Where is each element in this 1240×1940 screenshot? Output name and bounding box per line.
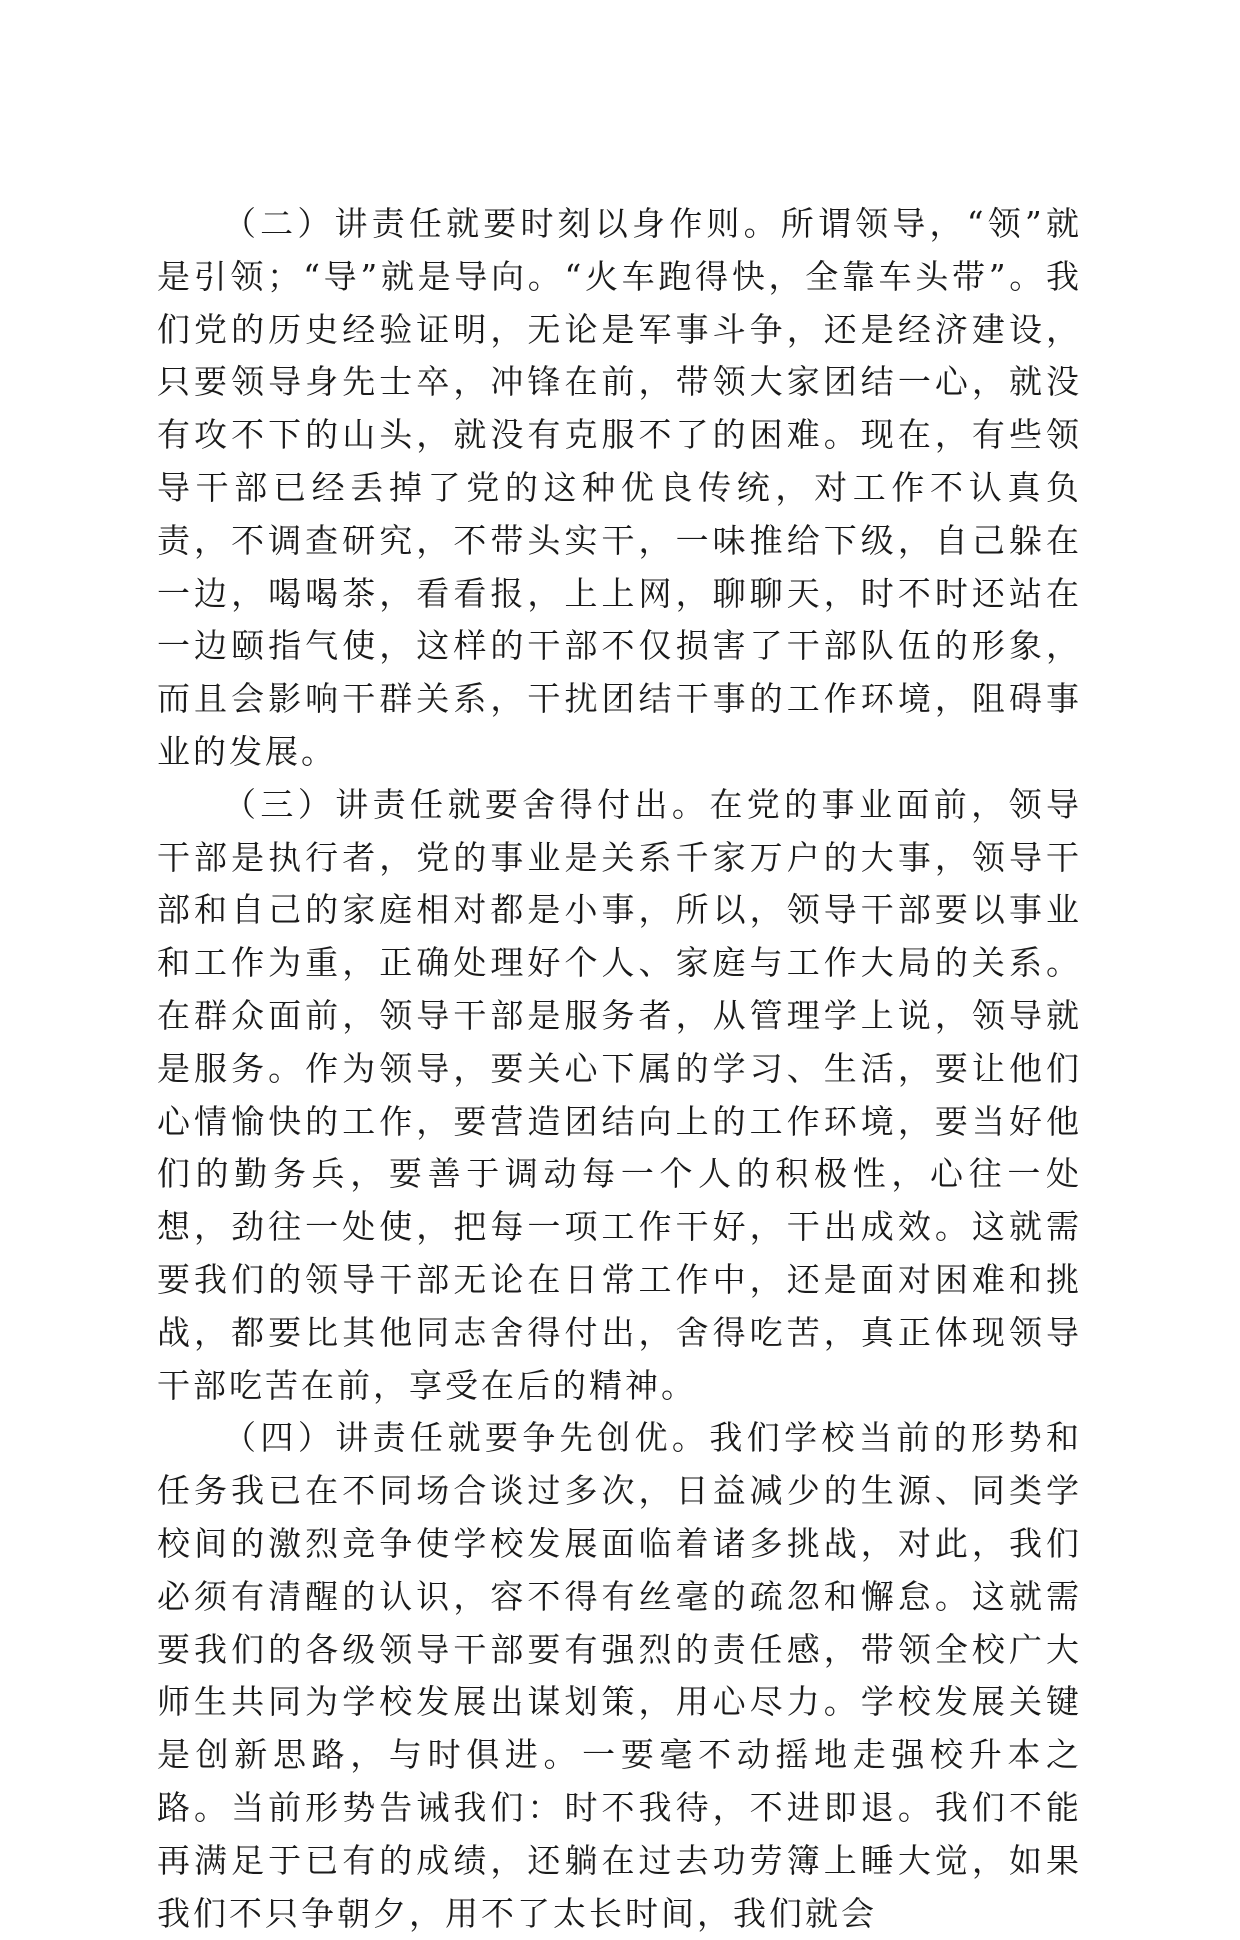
paragraph-responsibility-dedication: （三）讲责任就要舍得付出。在党的事业面前，领导干部是执行者，党的事业是关系千家万户的大事，领导干部和自己的家庭相对都是小事，所以，领导干部要以事业和工作为重，正确处理好个人、家庭与工作大局的关系。在群众面前，领导干部是服务者，从管理学上说，领导就是服务。作为领导，要关心下属的学习、生活，要让他们心情愉快的工作，要营造团结向上的工作环境，要当好他们的勤务兵，要善于调动每一个人的积极性，心往一处想，劲往一处使，把每一项工作干好，干出成效。这就需要我们的领导干部无论在日常工作中，还是面对困难和挑战，都要比其他同志舍得付出，舍得吃苦，真正体现领导干部吃苦在前，享受在后的精神。	[157, 784, 1082, 1405]
paragraph-responsibility-strive-excellence: （四）讲责任就要争先创优。我们学校当前的形势和任务我已在不同场合谈过多次，日益减少的生源、同类学校间的激烈竞争使学校发展面临着诸多挑战，对此，我们必须有清醒的认识，容不得有丝毫的疏忽和懈怠。这就需要我们的各级领导干部要有强烈的责任感，带领全校广大师生共同为学校发展出谋划策，用心尽力。学校发展关键是创新思路，与时俱进。一要毫不动摇地走强校升本之路。当前形势告诫我们：时不我待，不进即退。我们不能再满足于已有的成绩，还躺在过去功劳簿上睡大觉，如果我们不只争朝夕，用不了太长时间，我们就会	[157, 1418, 1082, 1933]
paragraph-responsibility-lead-by-example: （二）讲责任就要时刻以身作则。所谓领导，“领”就是引领；“导”就是导向。“火车跑得快，全靠车头带”。我们党的历史经验证明，无论是军事斗争，还是经济建设，只要领导身先士卒，冲锋在前，带领大家团结一心，就没有攻不下的山头，就没有克服不了的困难。现在，有些领导干部已经丢掉了党的这种优良传统，对工作不认真负责，不调查研究，不带头实干，一味推给下级，自己躲在一边，喝喝茶，看看报，上上网，聊聊天，时不时还站在一边颐指气使，这样的干部不仅损害了干部队伍的形象，而且会影响干群关系，干扰团结干事的工作环境，阻碍事业的发展。	[157, 204, 1082, 771]
document-body	[157, 198, 1082, 1940]
